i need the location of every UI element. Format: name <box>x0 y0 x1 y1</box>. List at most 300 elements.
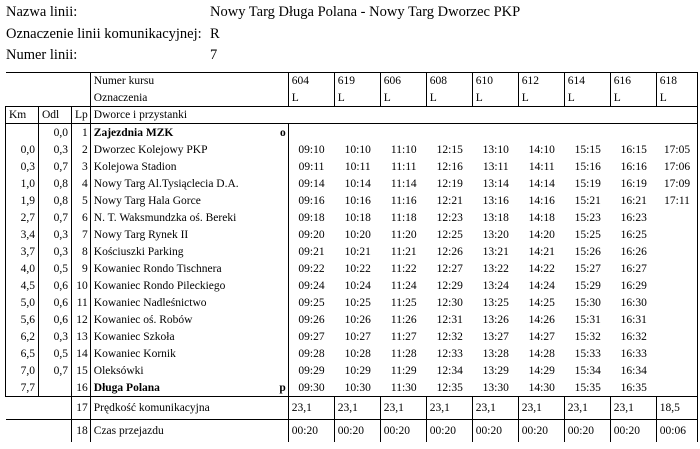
departure-time: 15:25 <box>574 228 601 241</box>
odl-cell: 0,7 <box>39 158 72 175</box>
departure-time: 11:24 <box>390 279 417 292</box>
departure-time: 14:26 <box>528 313 555 326</box>
lp-cell: 18 <box>72 420 91 443</box>
summary-label: Czas przejazdu <box>90 420 288 443</box>
lp-cell: 7 <box>72 226 91 243</box>
empty-header-cell <box>472 107 518 124</box>
departure-time: 09:27 <box>288 328 334 345</box>
departure-time: 14:20 <box>528 228 555 241</box>
departure-time: 13:27 <box>482 330 509 343</box>
blank-cell <box>6 73 39 90</box>
blank-cell <box>6 420 39 443</box>
departure-time: 15:31 <box>574 313 601 326</box>
departure-time: 16:27 <box>620 262 647 275</box>
departure-time: 13:29 <box>482 364 509 377</box>
departure-time: 09:30 <box>288 379 334 397</box>
departure-time: 09:20 <box>288 226 334 243</box>
departure-time: 09:11 <box>288 158 334 175</box>
stop-name: Kowaniec Kornik <box>93 347 176 360</box>
stop-name: Kowaniec Szkoła <box>93 330 175 343</box>
departure-time: 14:29 <box>528 364 555 377</box>
stop-name: Dworzec Kolejowy PKP <box>93 143 208 156</box>
stop-row <box>6 124 698 142</box>
stop-row <box>6 345 698 362</box>
lp-cell: 5 <box>72 192 91 209</box>
departure-time <box>656 328 697 345</box>
line-designation-value: R <box>210 26 220 42</box>
stop-row <box>6 260 698 277</box>
summary-value: 23,1 <box>564 397 610 420</box>
km-cell: 3,7 <box>6 243 39 260</box>
course-number: 619 <box>334 73 380 90</box>
departure-time: 11:21 <box>390 245 417 258</box>
departure-time: 10:28 <box>344 347 371 360</box>
departure-time: 14:10 <box>528 143 555 156</box>
stop-name-cell <box>90 294 288 311</box>
departure-time: 12:27 <box>436 262 463 275</box>
stop-name: Kowaniec Rondo Pileckiego <box>93 279 226 292</box>
odl-cell: 0,5 <box>39 260 72 277</box>
departure-time <box>610 124 656 142</box>
summary-value: 23,1 <box>288 397 334 420</box>
km-cell: 5,0 <box>6 294 39 311</box>
blank-cell <box>72 73 91 90</box>
stop-name: Nowy Targ Hala Gorce <box>93 194 201 207</box>
departure-time: 14:21 <box>528 245 555 258</box>
departure-time: 16:31 <box>620 313 647 326</box>
departure-time: 16:16 <box>620 160 647 173</box>
stop-name-cell <box>90 192 288 209</box>
departure-time: 11:20 <box>390 228 417 241</box>
col-odl-header: Odl <box>39 107 72 124</box>
summary-value: 00:20 <box>610 420 656 443</box>
lp-cell: 12 <box>72 311 91 328</box>
departure-time: 14:30 <box>518 379 564 397</box>
departure-time: 09:14 <box>288 175 334 192</box>
empty-header-cell <box>288 107 334 124</box>
line-number-row <box>6 47 218 64</box>
departure-time <box>564 124 610 142</box>
odl-cell: 0,6 <box>39 277 72 294</box>
lp-cell: 11 <box>72 294 91 311</box>
odl-cell: 0,3 <box>39 141 72 158</box>
departure-time: 13:20 <box>482 228 509 241</box>
odl-cell: 0,3 <box>39 243 72 260</box>
departure-time: 09:22 <box>288 260 334 277</box>
departure-time: 17:11 <box>656 192 697 209</box>
column-header-row <box>6 107 698 124</box>
line-name-value: Nowy Targ Długa Polana - Nowy Targ Dworzec PKP <box>210 4 521 20</box>
departure-time: 11:28 <box>390 347 417 360</box>
km-cell: 0,3 <box>6 158 39 175</box>
lp-cell: 9 <box>72 260 91 277</box>
departure-time: 14:24 <box>528 279 555 292</box>
course-designation: L <box>380 89 426 107</box>
stop-name-cell <box>90 260 288 277</box>
departure-time: 17:05 <box>656 141 697 158</box>
departure-time <box>380 124 426 142</box>
stop-name-cell <box>90 243 288 260</box>
km-cell: 7,0 <box>6 362 39 379</box>
lp-cell: 17 <box>72 397 91 420</box>
departure-time: 13:25 <box>482 296 509 309</box>
stop-name: Kowaniec Nadleśnictwo <box>93 296 207 309</box>
departure-time: 15:35 <box>564 379 610 397</box>
departure-time <box>656 226 697 243</box>
course-number: 612 <box>518 73 564 90</box>
empty-header-cell <box>518 107 564 124</box>
departure-time: 15:21 <box>574 194 601 207</box>
departure-time: 14:18 <box>528 211 555 224</box>
departure-time: 10:30 <box>334 379 380 397</box>
departure-time: 12:15 <box>436 143 463 156</box>
lp-cell: 8 <box>72 243 91 260</box>
departure-time <box>656 311 697 328</box>
departure-time: 15:26 <box>574 245 601 258</box>
departure-time: 14:25 <box>528 296 555 309</box>
stop-name: Kościuszki Parking <box>93 245 184 258</box>
departure-time: 09:18 <box>288 209 334 226</box>
departure-time <box>426 124 472 142</box>
departure-time: 12:30 <box>436 296 463 309</box>
summary-row <box>6 420 698 443</box>
course-number: 606 <box>380 73 426 90</box>
departure-time: 14:11 <box>528 160 555 173</box>
odl-cell: 0,8 <box>39 175 72 192</box>
stop-name-cell <box>90 277 288 294</box>
stop-name-cell <box>90 141 288 158</box>
stop-name-cell <box>90 158 288 175</box>
stop-row <box>6 362 698 379</box>
odl-cell: 0,5 <box>39 345 72 362</box>
stop-name: Długa Polana <box>93 381 160 394</box>
km-cell <box>6 124 39 142</box>
departure-time: 15:15 <box>574 143 601 156</box>
departure-time: 15:29 <box>574 279 601 292</box>
stop-row <box>6 192 698 209</box>
departure-time: 11:30 <box>380 379 426 397</box>
col-km-header: Km <box>6 107 39 124</box>
summary-label: Prędkość komunikacyjna <box>90 397 288 420</box>
departure-time <box>656 362 697 379</box>
odl-cell: 0,7 <box>39 362 72 379</box>
course-designation: L <box>288 89 334 107</box>
lp-cell: 6 <box>72 209 91 226</box>
summary-value: 23,1 <box>518 397 564 420</box>
departure-time: 12:35 <box>426 379 472 397</box>
course-number: 618 <box>656 73 697 90</box>
departure-time <box>656 294 697 311</box>
stop-name-cell <box>90 226 288 243</box>
course-number: 610 <box>472 73 518 90</box>
line-number-label: Numer linii: <box>6 47 78 63</box>
stop-row <box>6 175 698 192</box>
stop-row <box>6 379 698 397</box>
odl-cell: 0,8 <box>39 192 72 209</box>
designation-row <box>6 89 698 107</box>
departure-time: 13:26 <box>482 313 509 326</box>
course-number: 608 <box>426 73 472 90</box>
departure-time: 09:16 <box>288 192 334 209</box>
stop-name-cell <box>90 124 288 142</box>
stop-name: Nowy Targ Rynek II <box>93 228 189 241</box>
summary-value: 00:20 <box>472 420 518 443</box>
departure-time: 10:11 <box>344 160 371 173</box>
departure-time: 17:06 <box>656 158 697 175</box>
odl-cell <box>39 379 72 397</box>
stop-row <box>6 141 698 158</box>
departure-time: 13:16 <box>482 194 509 207</box>
summary-value: 00:20 <box>380 420 426 443</box>
departure-time: 10:27 <box>344 330 371 343</box>
course-designation: L <box>472 89 518 107</box>
departure-time: 15:16 <box>574 160 601 173</box>
departure-time <box>288 124 334 142</box>
departure-time: 12:19 <box>436 177 463 190</box>
course-number-label: Numer kursu <box>90 73 288 90</box>
stop-row <box>6 277 698 294</box>
departure-time: 10:25 <box>344 296 371 309</box>
designations-label: Oznaczenia <box>90 89 288 107</box>
departure-time: 11:25 <box>390 296 417 309</box>
timetable <box>5 72 698 442</box>
summary-value: 00:20 <box>334 420 380 443</box>
km-cell: 5,6 <box>6 311 39 328</box>
stop-name-cell <box>90 379 288 397</box>
departure-time: 16:23 <box>620 211 647 224</box>
departure-time: 10:26 <box>344 313 371 326</box>
departure-time: 13:28 <box>482 347 509 360</box>
departure-time: 15:30 <box>574 296 601 309</box>
stop-name: Kolejowa Stadion <box>93 160 177 173</box>
stop-name-cell <box>90 328 288 345</box>
blank-cell <box>39 420 72 443</box>
departure-time: 15:23 <box>574 211 601 224</box>
km-cell: 4,0 <box>6 260 39 277</box>
departure-time: 11:29 <box>390 364 417 377</box>
departure-time: 16:21 <box>620 194 647 207</box>
lp-cell: 15 <box>72 362 91 379</box>
stop-name: N. T. Waksmundzka oś. Bereki <box>93 211 237 224</box>
blank-cell <box>39 89 72 107</box>
departure-time: 15:33 <box>574 347 601 360</box>
stop-row <box>6 243 698 260</box>
departure-time: 16:33 <box>620 347 647 360</box>
odl-cell: 0,6 <box>39 294 72 311</box>
departure-time: 09:29 <box>288 362 334 379</box>
summary-value: 18,5 <box>656 397 697 420</box>
blank-cell <box>6 397 39 420</box>
departure-time: 10:24 <box>344 279 371 292</box>
departure-time: 14:14 <box>528 177 555 190</box>
summary-value: 23,1 <box>472 397 518 420</box>
departure-time: 11:11 <box>391 160 417 173</box>
line-designation-row <box>6 26 220 43</box>
departure-time <box>472 124 518 142</box>
km-cell: 1,9 <box>6 192 39 209</box>
lp-cell: 14 <box>72 345 91 362</box>
km-cell: 7,7 <box>6 379 39 397</box>
stop-row <box>6 158 698 175</box>
summary-value: 00:20 <box>564 420 610 443</box>
course-designation: L <box>518 89 564 107</box>
odl-cell: 0,3 <box>39 226 72 243</box>
lp-cell: 2 <box>72 141 91 158</box>
departure-time: 16:29 <box>620 279 647 292</box>
km-cell: 6,2 <box>6 328 39 345</box>
departure-time: 10:22 <box>344 262 371 275</box>
km-cell: 6,5 <box>6 345 39 362</box>
course-number: 614 <box>564 73 610 90</box>
departure-time: 11:18 <box>390 211 417 224</box>
departure-time: 13:18 <box>482 211 509 224</box>
stop-marker: o <box>280 126 286 139</box>
empty-header-cell <box>426 107 472 124</box>
departure-time: 14:22 <box>528 262 555 275</box>
blank-cell <box>39 73 72 90</box>
departure-time: 13:14 <box>482 177 509 190</box>
lp-cell: 1 <box>72 124 91 142</box>
course-number-row <box>6 73 698 90</box>
departure-time: 15:19 <box>574 177 601 190</box>
line-name-label: Nazwa linii: <box>6 4 78 20</box>
departure-time: 10:18 <box>344 211 371 224</box>
stop-row <box>6 328 698 345</box>
departure-time: 10:10 <box>344 143 371 156</box>
departure-time: 14:27 <box>528 330 555 343</box>
stop-name-cell <box>90 311 288 328</box>
departure-time <box>656 260 697 277</box>
departure-time: 13:21 <box>482 245 509 258</box>
departure-time: 13:30 <box>472 379 518 397</box>
stop-name-cell <box>90 175 288 192</box>
summary-value: 23,1 <box>334 397 380 420</box>
departure-time <box>518 124 564 142</box>
departure-time: 12:32 <box>436 330 463 343</box>
departure-time: 14:28 <box>528 347 555 360</box>
summary-value: 23,1 <box>610 397 656 420</box>
odl-cell: 0,3 <box>39 328 72 345</box>
course-designation: L <box>610 89 656 107</box>
lp-cell: 4 <box>72 175 91 192</box>
stop-name-cell <box>90 362 288 379</box>
departure-time: 12:26 <box>436 245 463 258</box>
empty-header-cell <box>564 107 610 124</box>
line-number-value: 7 <box>210 47 218 63</box>
stop-name: Zajezdnia MZK <box>93 126 174 139</box>
line-designation-label: Oznaczenie linii komunikacyjnej: <box>6 26 202 42</box>
summary-row <box>6 397 698 420</box>
departure-time: 17:09 <box>656 175 697 192</box>
departure-time: 15:34 <box>574 364 601 377</box>
lp-cell: 3 <box>72 158 91 175</box>
course-number: 604 <box>288 73 334 90</box>
departure-time: 11:22 <box>390 262 417 275</box>
departure-time: 12:29 <box>436 279 463 292</box>
departure-time: 16:15 <box>620 143 647 156</box>
course-designation: L <box>564 89 610 107</box>
departure-time: 12:21 <box>436 194 463 207</box>
summary-value: 23,1 <box>426 397 472 420</box>
departure-time: 15:32 <box>574 330 601 343</box>
departure-time: 12:31 <box>436 313 463 326</box>
course-designation: L <box>656 89 697 107</box>
odl-cell: 0,6 <box>39 311 72 328</box>
departure-time: 10:20 <box>344 228 371 241</box>
summary-value: 00:06 <box>656 420 697 443</box>
departure-time: 11:27 <box>390 330 417 343</box>
stop-name-cell <box>90 345 288 362</box>
summary-value: 00:20 <box>518 420 564 443</box>
odl-cell: 0,0 <box>39 124 72 142</box>
departure-time: 12:16 <box>436 160 463 173</box>
departure-time: 09:21 <box>288 243 334 260</box>
stop-name: Oleksówki <box>93 364 144 377</box>
departure-time: 09:25 <box>288 294 334 311</box>
departure-time: 16:25 <box>620 228 647 241</box>
stop-name: Kowaniec Rondo Tischnera <box>93 262 222 275</box>
blank-cell <box>6 89 39 107</box>
odl-cell: 0,7 <box>39 209 72 226</box>
course-number: 616 <box>610 73 656 90</box>
stop-row <box>6 209 698 226</box>
departure-time: 16:32 <box>620 330 647 343</box>
course-designation: L <box>334 89 380 107</box>
departure-time: 09:26 <box>288 311 334 328</box>
departure-time: 16:19 <box>620 177 647 190</box>
departure-time: 13:22 <box>482 262 509 275</box>
stop-row <box>6 311 698 328</box>
km-cell: 0,0 <box>6 141 39 158</box>
departure-time: 16:30 <box>620 296 647 309</box>
stop-name: Nowy Targ Al.Tysiąclecia D.A. <box>93 177 239 190</box>
course-designation: L <box>426 89 472 107</box>
departure-time: 16:34 <box>620 364 647 377</box>
departure-time: 16:35 <box>610 379 656 397</box>
stops-header: Dworce i przystanki <box>90 107 288 124</box>
summary-value: 00:20 <box>426 420 472 443</box>
stop-name: Kowaniec oś. Robów <box>93 313 193 326</box>
empty-header-cell <box>610 107 656 124</box>
departure-time: 13:11 <box>482 160 509 173</box>
departure-time <box>656 277 697 294</box>
blank-cell <box>72 89 91 107</box>
departure-time: 11:26 <box>390 313 417 326</box>
departure-time: 12:23 <box>436 211 463 224</box>
departure-time <box>656 243 697 260</box>
departure-time: 10:14 <box>344 177 371 190</box>
km-cell: 2,7 <box>6 209 39 226</box>
departure-time <box>656 124 697 142</box>
empty-header-cell <box>334 107 380 124</box>
departure-time: 10:21 <box>344 245 371 258</box>
km-cell: 1,0 <box>6 175 39 192</box>
summary-value: 00:20 <box>288 420 334 443</box>
summary-value: 23,1 <box>380 397 426 420</box>
departure-time: 09:10 <box>288 141 334 158</box>
departure-time: 13:24 <box>482 279 509 292</box>
blank-cell <box>39 397 72 420</box>
departure-time: 09:24 <box>288 277 334 294</box>
km-cell: 4,5 <box>6 277 39 294</box>
departure-time: 12:25 <box>436 228 463 241</box>
stop-row <box>6 294 698 311</box>
departure-time: 11:16 <box>390 194 417 207</box>
departure-time: 11:10 <box>390 143 417 156</box>
departure-time: 10:29 <box>344 364 371 377</box>
departure-time: 11:14 <box>390 177 417 190</box>
departure-time <box>656 379 697 397</box>
